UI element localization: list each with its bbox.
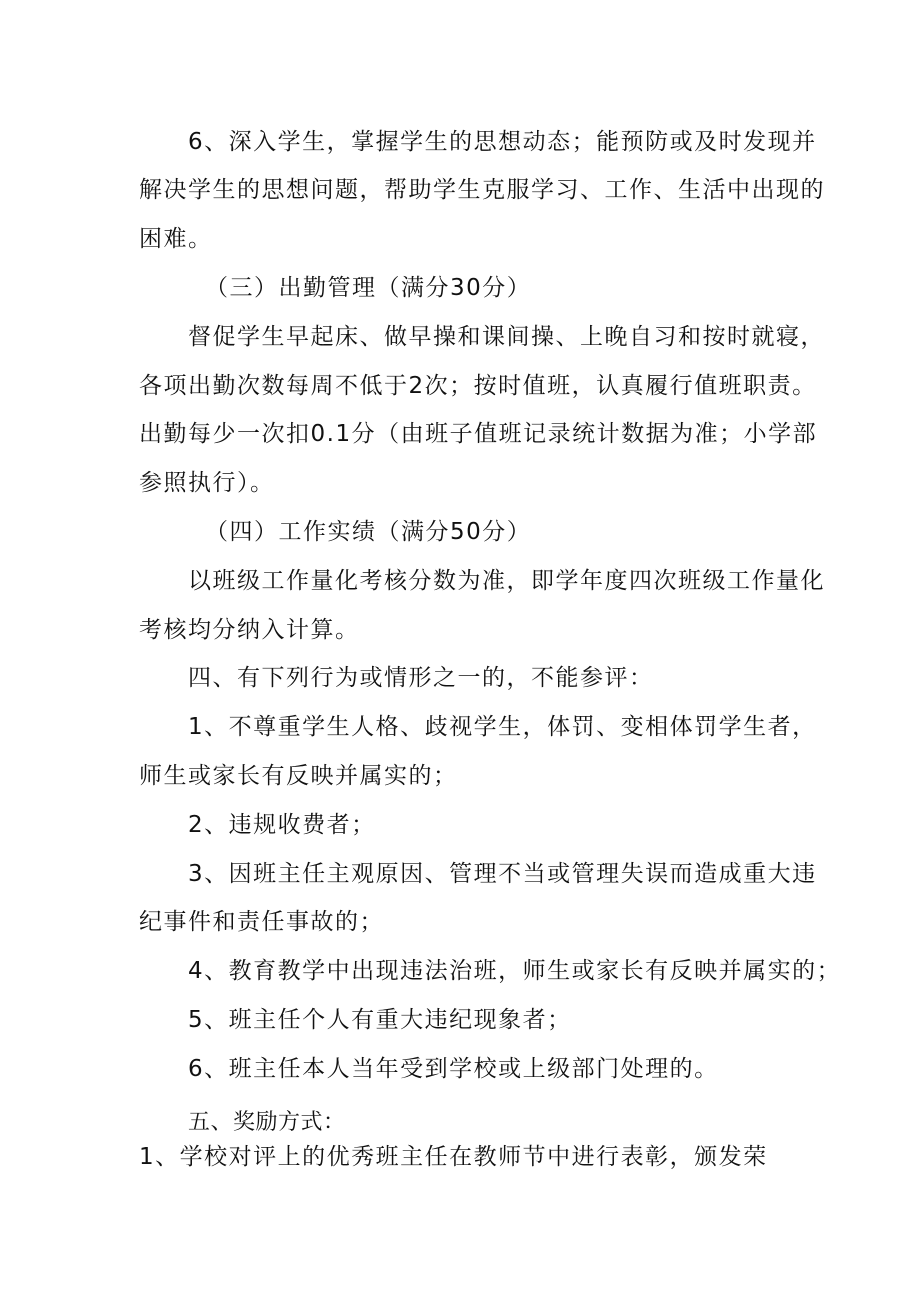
list-item: 1、不尊重学生人格、歧视学生，体罚、变相体罚学生者， <box>188 714 817 740</box>
text-line: 6、深入学生，掌握学生的思想动态；能预防或及时发现并 <box>188 129 817 155</box>
text-line: 督促学生早起床、做早操和课间操、上晚自习和按时就寝， <box>188 324 825 350</box>
section-heading: 四、有下列行为或情形之一的，不能参评： <box>188 665 654 691</box>
text-line: 纪事件和责任事故的； <box>139 909 384 935</box>
text-line: 解决学生的思想问题，帮助学生克服学习、工作、生活中出现的 <box>139 177 825 203</box>
text-line: 参照执行）。 <box>139 470 275 496</box>
text-line: 各项出勤次数每周不低于2次；按时值班，认真履行值班职责。 <box>139 373 817 399</box>
list-item: 1、学校对评上的优秀班主任在教师节中进行表彰，颁发荣 <box>139 1144 768 1170</box>
text-line: 师生或家长有反映并属实的； <box>139 763 458 789</box>
list-item: 3、因班主任主观原因、管理不当或管理失误而造成重大违 <box>188 861 817 887</box>
text-line: 困难。 <box>139 226 213 252</box>
section-heading: （四）工作实绩（满分50分） <box>205 519 532 545</box>
section-heading: 五、奖励方式： <box>188 1110 346 1135</box>
text-line: 以班级工作量化考核分数为准，即学年度四次班级工作量化 <box>188 568 825 594</box>
text-line: 考核均分纳入计算。 <box>139 617 360 643</box>
list-item: 4、教育教学中出现违法治班，师生或家长有反映并属实的； <box>188 958 842 984</box>
text-line: 出勤每少一次扣0.1分（由班子值班记录统计数据为准；小学部 <box>139 421 818 447</box>
list-item: 5、班主任个人有重大违纪现象者； <box>188 1007 572 1033</box>
list-item: 2、违规收费者； <box>188 812 376 838</box>
section-heading: （三）出勤管理（满分30分） <box>205 275 532 301</box>
list-item: 6、班主任本人当年受到学校或上级部门处理的。 <box>188 1056 719 1082</box>
